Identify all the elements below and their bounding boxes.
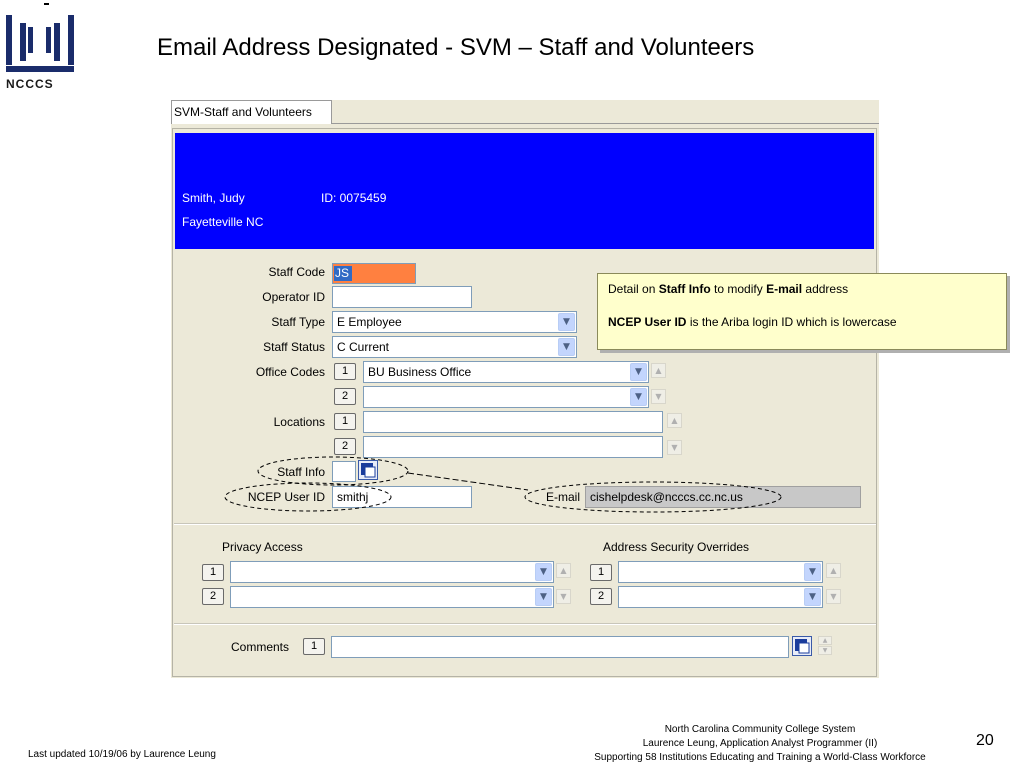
location-2-field[interactable] <box>363 436 663 458</box>
email-label: E-mail <box>545 490 580 504</box>
ncep-user-id-label: NCEP User ID <box>247 490 325 504</box>
locations-scroll-up-icon[interactable]: ▲ <box>667 413 682 428</box>
staff-info-detail-icon[interactable] <box>358 460 378 480</box>
office-code-2-button[interactable]: 2 <box>334 388 356 405</box>
staff-info-label: Staff Info <box>277 465 325 479</box>
privacy-access-1-dropdown-icon[interactable]: ▼ <box>535 563 552 581</box>
footer-org: North Carolina Community College System <box>664 724 856 735</box>
staff-status-dropdown-icon[interactable]: ▼ <box>558 338 575 356</box>
office-code-2-dropdown-icon[interactable]: ▼ <box>630 388 647 406</box>
callout-line-2: NCEP User ID is the Ariba login ID which is lowercase <box>608 315 897 329</box>
callout-line-1: Detail on Staff Info to modify E-mail address <box>608 282 849 296</box>
banner-id: ID: 0075459 <box>321 191 387 205</box>
locations-label: Locations <box>273 415 325 429</box>
staff-type-dropdown-icon[interactable]: ▼ <box>558 313 575 331</box>
footer-last-updated: Last updated 10/19/06 by Laurence Leung <box>28 749 216 760</box>
staff-code-label: Staff Code <box>268 265 325 279</box>
slide-title: Email Address Designated - SVM – Staff and Volunteers <box>157 34 755 61</box>
location-2-button[interactable]: 2 <box>334 438 356 455</box>
comments-scroll-up-icon[interactable]: ▲ <box>818 636 832 645</box>
staff-type-select[interactable]: E Employee <box>332 311 577 333</box>
staff-code-value: JS <box>334 266 352 281</box>
ncep-user-id-field[interactable]: smithj <box>332 486 472 508</box>
privacy-access-scroll-down-icon[interactable]: ▼ <box>556 589 571 604</box>
operator-id-field[interactable] <box>332 286 472 308</box>
tab-strip-line <box>332 123 879 124</box>
section-divider <box>174 623 876 625</box>
operator-id-label: Operator ID <box>262 290 325 304</box>
office-code-2-select[interactable] <box>363 386 649 408</box>
annotation-callout <box>597 273 1007 350</box>
office-code-1-button[interactable]: 1 <box>334 363 356 380</box>
address-security-1-button[interactable]: 1 <box>590 564 612 581</box>
logo-text: NCCCS <box>6 77 54 91</box>
address-security-2-dropdown-icon[interactable]: ▼ <box>804 588 821 606</box>
privacy-access-2-button[interactable]: 2 <box>202 588 224 605</box>
tab-svm-staff-volunteers[interactable]: SVM-Staff and Volunteers <box>171 100 332 124</box>
privacy-access-label: Privacy Access <box>222 540 303 554</box>
privacy-access-scroll-up-icon[interactable]: ▲ <box>556 563 571 578</box>
location-1-field[interactable] <box>363 411 663 433</box>
office-codes-label: Office Codes <box>255 365 325 379</box>
comments-field[interactable] <box>331 636 789 658</box>
staff-status-label: Staff Status <box>263 340 325 354</box>
banner-name: Smith, Judy <box>182 191 245 205</box>
office-codes-scroll-down-icon[interactable]: ▼ <box>651 389 666 404</box>
office-code-1-dropdown-icon[interactable]: ▼ <box>630 363 647 381</box>
staff-type-label: Staff Type <box>271 315 325 329</box>
page-number: 20 <box>976 732 994 749</box>
address-security-scroll-down-icon[interactable]: ▼ <box>826 589 841 604</box>
address-security-scroll-up-icon[interactable]: ▲ <box>826 563 841 578</box>
address-security-1-dropdown-icon[interactable]: ▼ <box>804 563 821 581</box>
locations-scroll-down-icon[interactable]: ▼ <box>667 440 682 455</box>
office-code-1-select[interactable]: BU Business Office <box>363 361 649 383</box>
banner-location: Fayetteville NC <box>182 215 264 229</box>
record-header-banner <box>175 133 874 249</box>
office-codes-scroll-up-icon[interactable]: ▲ <box>651 363 666 378</box>
comments-1-button[interactable]: 1 <box>303 638 325 655</box>
comments-scroll-down-icon[interactable]: ▼ <box>818 646 832 655</box>
privacy-access-1-button[interactable]: 1 <box>202 564 224 581</box>
logo-mark-tick <box>44 3 49 5</box>
section-divider <box>174 523 876 525</box>
address-security-2-select[interactable] <box>618 586 823 608</box>
comments-detail-icon[interactable] <box>792 636 812 656</box>
address-security-label: Address Security Overrides <box>603 540 750 554</box>
address-security-1-select[interactable] <box>618 561 823 583</box>
comments-label: Comments <box>231 640 290 654</box>
footer-author: Laurence Leung, Application Analyst Programmer (II) <box>642 738 878 749</box>
privacy-access-2-dropdown-icon[interactable]: ▼ <box>535 588 552 606</box>
location-1-button[interactable]: 1 <box>334 413 356 430</box>
email-field[interactable]: cishelpdesk@ncccs.cc.nc.us <box>585 486 861 508</box>
ncccs-logo <box>6 13 74 75</box>
staff-info-field[interactable] <box>332 461 356 482</box>
footer-tagline: Supporting 58 Institutions Educating and Training a World-Class Workforce <box>594 752 926 763</box>
staff-status-select[interactable]: C Current <box>332 336 577 358</box>
privacy-access-1-select[interactable] <box>230 561 554 583</box>
privacy-access-2-select[interactable] <box>230 586 554 608</box>
address-security-2-button[interactable]: 2 <box>590 588 612 605</box>
